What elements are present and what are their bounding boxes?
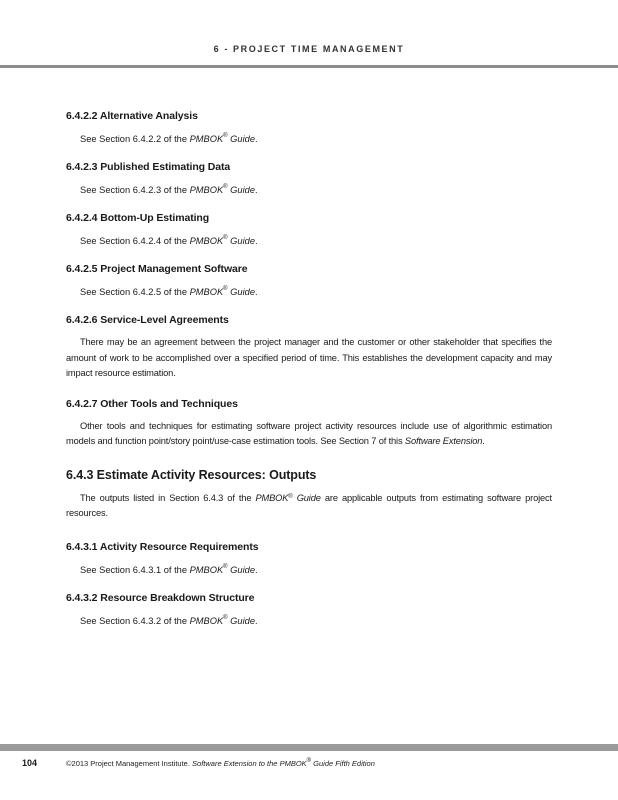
section-body-6-4-2-3: See Section 6.4.2.3 of the PMBOK® Guide. (80, 184, 258, 195)
footer-copyright: ©2013 Project Management Institute. Software Extension to the PMBOK® Guide Fifth Edition (66, 758, 375, 768)
section-heading-6-4-3: 6.4.3 Estimate Activity Resources: Outputs (66, 467, 317, 482)
page-content (66, 110, 552, 626)
section-body-6-4-2-5: See Section 6.4.2.5 of the PMBOK® Guide. (80, 286, 258, 297)
section-heading-6-4-2-5: 6.4.2.5 Project Management Software (66, 263, 248, 275)
running-header: 6 - PROJECT TIME MANAGEMENT (213, 44, 405, 54)
header-rule (0, 65, 618, 68)
section-body-6-4-3-1: See Section 6.4.3.1 of the PMBOK® Guide. (80, 563, 258, 575)
section-heading-6-4-2-2: 6.4.2.2 Alternative Analysis (66, 110, 198, 122)
section-heading-6-4-2-7: 6.4.2.7 Other Tools and Techniques (66, 397, 238, 410)
section-body-6-4-3-2: See Section 6.4.3.2 of the PMBOK® Guide. (80, 614, 258, 626)
footer-rule (0, 744, 618, 751)
section-heading-6-4-3-1: 6.4.3.1 Activity Resource Requirements (66, 540, 259, 553)
section-body-6-4-2-2: See Section 6.4.2.2 of the PMBOK® Guide. (80, 133, 258, 144)
section-heading-6-4-3-2: 6.4.3.2 Resource Breakdown Structure (66, 591, 255, 604)
section-body-6-4-3: The outputs listed in Section 6.4.3 of the PMBOK® Guide are applicable outputs from estimating software project resources. (66, 492, 552, 518)
section-heading-6-4-2-6: 6.4.2.6 Service-Level Agreements (66, 314, 229, 326)
section-body-6-4-2-7: Other tools and techniques for estimating software project activity resources include use of algorithmic estimation models and function point/story point/use-case estimation tools. See Section 7 of this Software Extension. (66, 420, 552, 446)
section-heading-6-4-2-4: 6.4.2.4 Bottom-Up Estimating (66, 212, 210, 224)
section-heading-6-4-2-3: 6.4.2.3 Published Estimating Data (66, 161, 231, 173)
section-body-6-4-2-6: There may be an agreement between the project manager and the customer or other stakeholder that specifies the amount of work to be accomplished over a specified period of time. This establishes the development capacity and may impact resource estimation. (66, 337, 552, 378)
page-number: 104 (22, 758, 38, 768)
section-body-6-4-2-4: See Section 6.4.2.4 of the PMBOK® Guide. (80, 235, 258, 246)
